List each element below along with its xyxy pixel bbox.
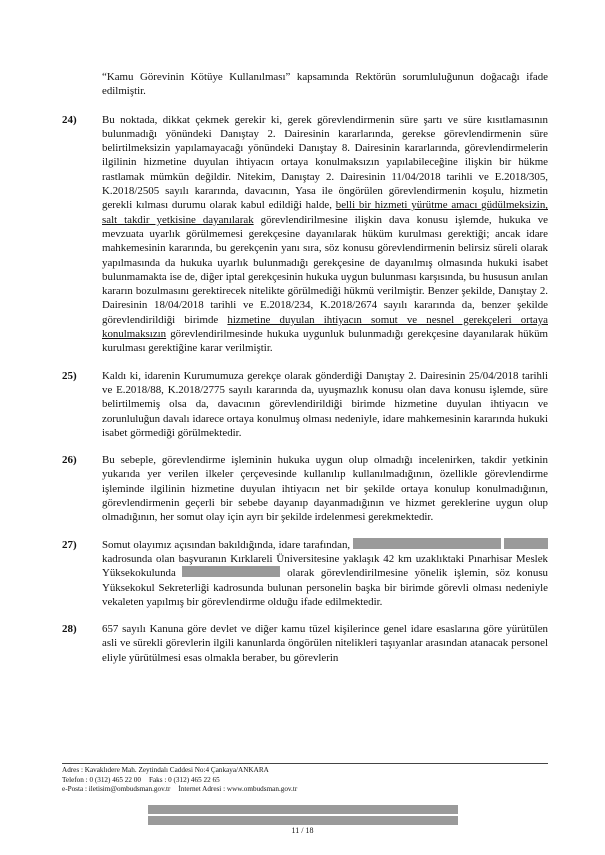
address-value: : Kavaklıdere Mah. Zeytindalı Caddesi No:4 Çankaya/ANKARA — [80, 766, 269, 774]
web-label: İnternet Adresi — [178, 785, 222, 794]
footer-address — [62, 766, 548, 776]
paragraph-text: Kaldı ki, idarenin Kurumumuza gerekçe olarak gönderdiği Danıştay 2. Dairesinin 25/04/2018 tarihli ve E.2018/88, K.2018/2775 sayılı kararında da, uyuşmazlık konusu olan dava konusu işlemde, süre belirtilmemiş olsa da, davacının görevlendirildiği birimde hizmetine duyulan ihtiyacın ve zorunluluğun davalı idarece ortaya konulmuş olması nedeniyle, idare mahkemesinin kararında hukuki isabet görmediği görülmektedir. — [102, 369, 548, 439]
paragraph-text: Bu sebeple, görevlendirme işleminin hukuka uygun olup olmadığı incelenirken, takdir yetkinin yukarıda yer verilen ilkeler çerçevesinde kullanılıp kullanılmadığının, özellikle görevlendirme işleminde ilgilinin hizmetine duyulan ihtiyacın net bir şekilde ortaya konulup konulmadığının, görevlendirmenin geçerli bir sebebe dayanıp dayanmadığının ve hizmet gereklerine uygun olup olmadığının, her somut olay için ayrı bir şekilde irdelenmesi gerekmektedir. — [102, 454, 548, 524]
footer-redaction-bar — [148, 805, 458, 814]
redacted-block — [353, 538, 501, 549]
paragraph-number: 28) — [62, 623, 77, 636]
fax-label: Faks — [148, 775, 163, 784]
paragraph-27 — [62, 538, 548, 609]
text-run: görevlendirilmesine ilişkin dava konusu işlemde, hukuka ve mevzuata uyarlık görülmemesi gerekçesine dayanılarak hüküm kurulması gerektiği; ancak idare mahkemesinin kararında, bu gerekçenin yanı sıra, söz konusu görevlendirmenin belirsiz süreli olarak yapılmasında da hukuka uyarlık bulunmadığı gerekçesine de dayanılmış olmasında hukuki isabet bulunmamakta ise de, diğer iptal gerekçesinin hukuka uygun bulunması karşısında, bu hususun anılan kararın bozulmasını gerektirecek nitelikte görülmediği hükmü verilmiştir. Benzer şekilde, Danıştay 2. Dairesinin 18/04/2018 tarihli ve E.2018/234, K.2018/2674 sayılı kararında da, benzer şekilde görevlendirildiği birimde — [102, 213, 548, 326]
underlined-text: belli bir hizmeti yürütme amacı güdülmeksizin, salt takdir yetkisine dayanılarak — [102, 199, 548, 226]
phone-label: Telefon — [62, 775, 84, 784]
fax-value: : 0 (312) 465 22 65 — [164, 775, 220, 784]
page-footer — [62, 763, 548, 795]
underlined-text: hizmetine duyulan ihtiyacın somut ve nesnel gerekçeleri ortaya konulmaksızın — [102, 313, 548, 341]
paragraph-28 — [62, 622, 548, 665]
footer-phone-fax — [62, 776, 548, 786]
text-run: Somut olayımız açısından bakıldığında, idare tarafından, — [102, 538, 354, 551]
paragraph-number: 25) — [62, 369, 77, 382]
paragraph-number: 27) — [62, 538, 77, 551]
phone-value: : 0 (312) 465 22 00 — [85, 775, 141, 784]
footer-email-web — [62, 785, 548, 795]
footer-divider — [62, 763, 548, 764]
redacted-block — [504, 538, 548, 549]
footer-redaction-bar — [148, 816, 458, 825]
intro-paragraph: “Kamu Görevinin Kötüye Kullanılması” kapsamında Rektörün sorumluluğunun doğacağı ifade edilmiştir. — [102, 71, 548, 98]
text-run: kadrosunda olan başvuranın Kırklareli Üniversitesine yaklaşık 42 km uzaklıktaki Pınarhisar Meslek Yüksekokulunda — [102, 552, 548, 580]
email-label: e-Posta — [62, 785, 84, 794]
address-label: Adres — [62, 766, 80, 774]
web-link[interactable]: : www.ombudsman.gov.tr — [223, 785, 298, 794]
paragraph-number: 26) — [62, 454, 77, 467]
page-number: 11 / 18 — [291, 826, 314, 835]
paragraph-text: 657 sayılı Kanuna göre devlet ve diğer kamu tüzel kişilerince genel idare esaslarına göre yürütülen asli ve sürekli görevlerin ilgili kanunlarda öngörülen nitelikleri taşıyanlar arasından atanacak personel eliyle yürütülmesi esas olmakla beraber, bu görevlerin — [102, 623, 548, 664]
paragraph-text — [102, 538, 548, 609]
paragraph-24 — [62, 113, 548, 356]
paragraph-number: 24) — [62, 113, 77, 126]
text-run: görevlendirilmesinde hukuka uygunluk bulunmadığı gerekçesine dayanılarak hüküm kurulması gerektiğine karar verilmiştir. — [102, 328, 548, 355]
document-body — [62, 70, 548, 678]
text-run: olarak görevlendirilmesine yönelik işlemin, söz konusu Yüksekokul Sekreterliği kadrosunda bulunan personelin başka bir birimde görevli olması nedeniyle vekaleten yapılmış bir görevlendirme olduğu ifade edilmektedir. — [102, 567, 548, 608]
redacted-block — [182, 566, 280, 577]
text-run: Bu noktada, dikkat çekmek gerekir ki, gerek görevlendirmenin süre şartı ve süre kısıtlamasının bulunmadığı yönündeki Danıştay 2. Dairesinin kararlarında, gerekse görevlendirmenin süre belirtilmeksizin yapılamayacağı yönündeki Danıştay 8. Dairesinin kararlarında, görevlendirmelerin ilgilinin hizmetine duyulan ihtiyacın ortaya konulmaksızın yapılabileceğine ilişkin bir hükme rastlamak mümkün değildir. Nitekim, Danıştay 2. Dairesinin 11/04/2018 tarihli ve E.2018/305, K.2018/2505 sayılı kararında, davacının, Yasa ile öngörülen görevlendirmenin koşulu, hizmetin gerekli kılması durumu olarak kabul edildiği halde, — [102, 113, 548, 212]
paragraph-25 — [62, 369, 548, 440]
paragraph-text — [102, 113, 548, 356]
email-value[interactable]: : iletisim@ombudsman.gov.tr — [84, 785, 171, 794]
paragraph-26 — [62, 453, 548, 524]
